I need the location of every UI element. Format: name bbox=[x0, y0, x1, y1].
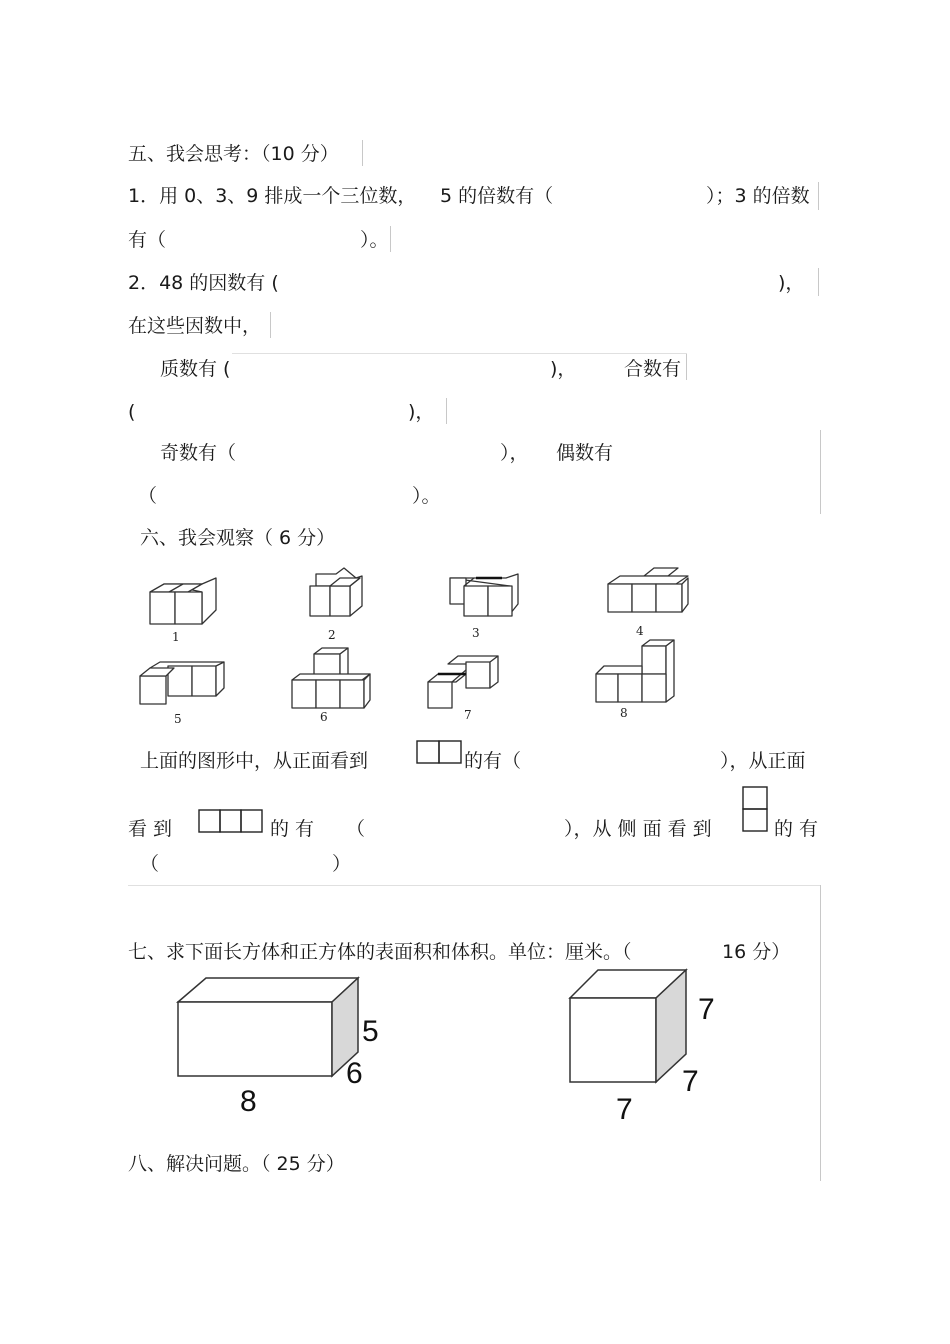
q1-close: ）。 bbox=[360, 229, 389, 251]
observe-line1-text: 上面的图形中，从正面看到 bbox=[140, 750, 369, 772]
q2-close: )， bbox=[778, 272, 805, 294]
margin-rule bbox=[818, 268, 819, 296]
q1-multiple-of-5: 5 的倍数有（ bbox=[440, 185, 554, 207]
margin-rule bbox=[390, 226, 391, 252]
cube-figure-8 bbox=[594, 638, 678, 704]
faint-rule bbox=[232, 353, 687, 354]
section7-heading: 七、求下面长方体和正方体的表面积和体积。单位：厘米。（ bbox=[128, 941, 632, 963]
figure-label-2: 2 bbox=[328, 628, 336, 642]
figure-label-4: 4 bbox=[636, 624, 644, 638]
cube-height-label: 7 bbox=[698, 993, 715, 1026]
cube-length-label: 7 bbox=[616, 1093, 633, 1126]
margin-rule bbox=[270, 312, 271, 338]
observe-line2-answer2: 的 有 bbox=[774, 818, 819, 840]
even-open: （ bbox=[138, 485, 158, 507]
prime-close: )， bbox=[550, 358, 577, 380]
observe-line2-answer: 的 有 bbox=[270, 818, 315, 840]
cube-figure-1 bbox=[150, 578, 222, 628]
cube-drawing bbox=[568, 968, 690, 1086]
margin-rule bbox=[446, 398, 447, 424]
cuboid-width-label: 6 bbox=[346, 1057, 363, 1090]
q1-text-cont: 有（ bbox=[128, 229, 167, 251]
cube-figure-5 bbox=[138, 662, 230, 708]
margin-rule bbox=[820, 885, 821, 1181]
section7-score: 16 分） bbox=[722, 941, 791, 963]
q1-multiple-of-3: ）；3 的倍数 bbox=[706, 185, 810, 207]
observe-line3-open: （ bbox=[140, 853, 160, 875]
margin-rule bbox=[362, 140, 363, 166]
stacked-square-view-icon bbox=[742, 786, 768, 832]
observe-line3-close: ） bbox=[332, 853, 352, 875]
cube-figure-6 bbox=[290, 648, 374, 710]
section6-heading: 六、我会观察（ 6 分） bbox=[140, 527, 336, 549]
cube-figure-3 bbox=[446, 572, 522, 618]
figure-label-1: 1 bbox=[172, 630, 180, 644]
figure-label-5: 5 bbox=[174, 712, 182, 726]
cube-figure-2 bbox=[306, 572, 368, 624]
even-close: ）。 bbox=[412, 485, 441, 507]
odd-label: 奇数有（ bbox=[160, 442, 237, 464]
prime-label: 质数有 ( bbox=[160, 358, 231, 380]
cuboid-height-label: 5 bbox=[362, 1015, 379, 1048]
q1-text: 1．用 0、3、9 排成一个三位数， bbox=[128, 185, 417, 207]
composite-close: )， bbox=[408, 401, 435, 423]
odd-close: ）， bbox=[500, 442, 529, 464]
cube-figure-7 bbox=[426, 656, 502, 712]
figure-label-3: 3 bbox=[472, 626, 480, 640]
observe-line1-end: ），从正面 bbox=[720, 750, 806, 772]
observe-line1-answer: 的有（ bbox=[464, 750, 522, 772]
margin-rule bbox=[686, 354, 687, 380]
figure-label-7: 7 bbox=[464, 708, 472, 722]
section-divider bbox=[128, 885, 820, 886]
composite-label: 合数有 bbox=[624, 358, 682, 380]
q2-text: 2．48 的因数有 ( bbox=[128, 272, 279, 294]
cuboid-length-label: 8 bbox=[240, 1085, 257, 1118]
q2-text-cont: 在这些因数中， bbox=[128, 315, 262, 337]
section5-heading: 五、我会思考：（10 分） bbox=[128, 143, 339, 165]
cube-width-label: 7 bbox=[682, 1065, 699, 1098]
observe-line2-text: 看 到 bbox=[128, 818, 173, 840]
figure-label-8: 8 bbox=[620, 706, 628, 720]
observe-line2-side: ），从 侧 面 看 到 bbox=[564, 818, 712, 840]
margin-rule bbox=[818, 182, 819, 210]
two-square-view-icon bbox=[416, 740, 462, 764]
cuboid-drawing bbox=[176, 976, 362, 1078]
section8-heading: 八、解决问题。（ 25 分） bbox=[128, 1153, 345, 1175]
cube-figure-4 bbox=[608, 568, 692, 616]
figure-label-6: 6 bbox=[320, 710, 328, 724]
composite-open: ( bbox=[128, 401, 136, 423]
observe-line2-open: （ bbox=[346, 818, 366, 840]
three-square-view-icon bbox=[198, 809, 264, 833]
even-label: 偶数有 bbox=[556, 442, 614, 464]
margin-rule bbox=[820, 430, 821, 514]
